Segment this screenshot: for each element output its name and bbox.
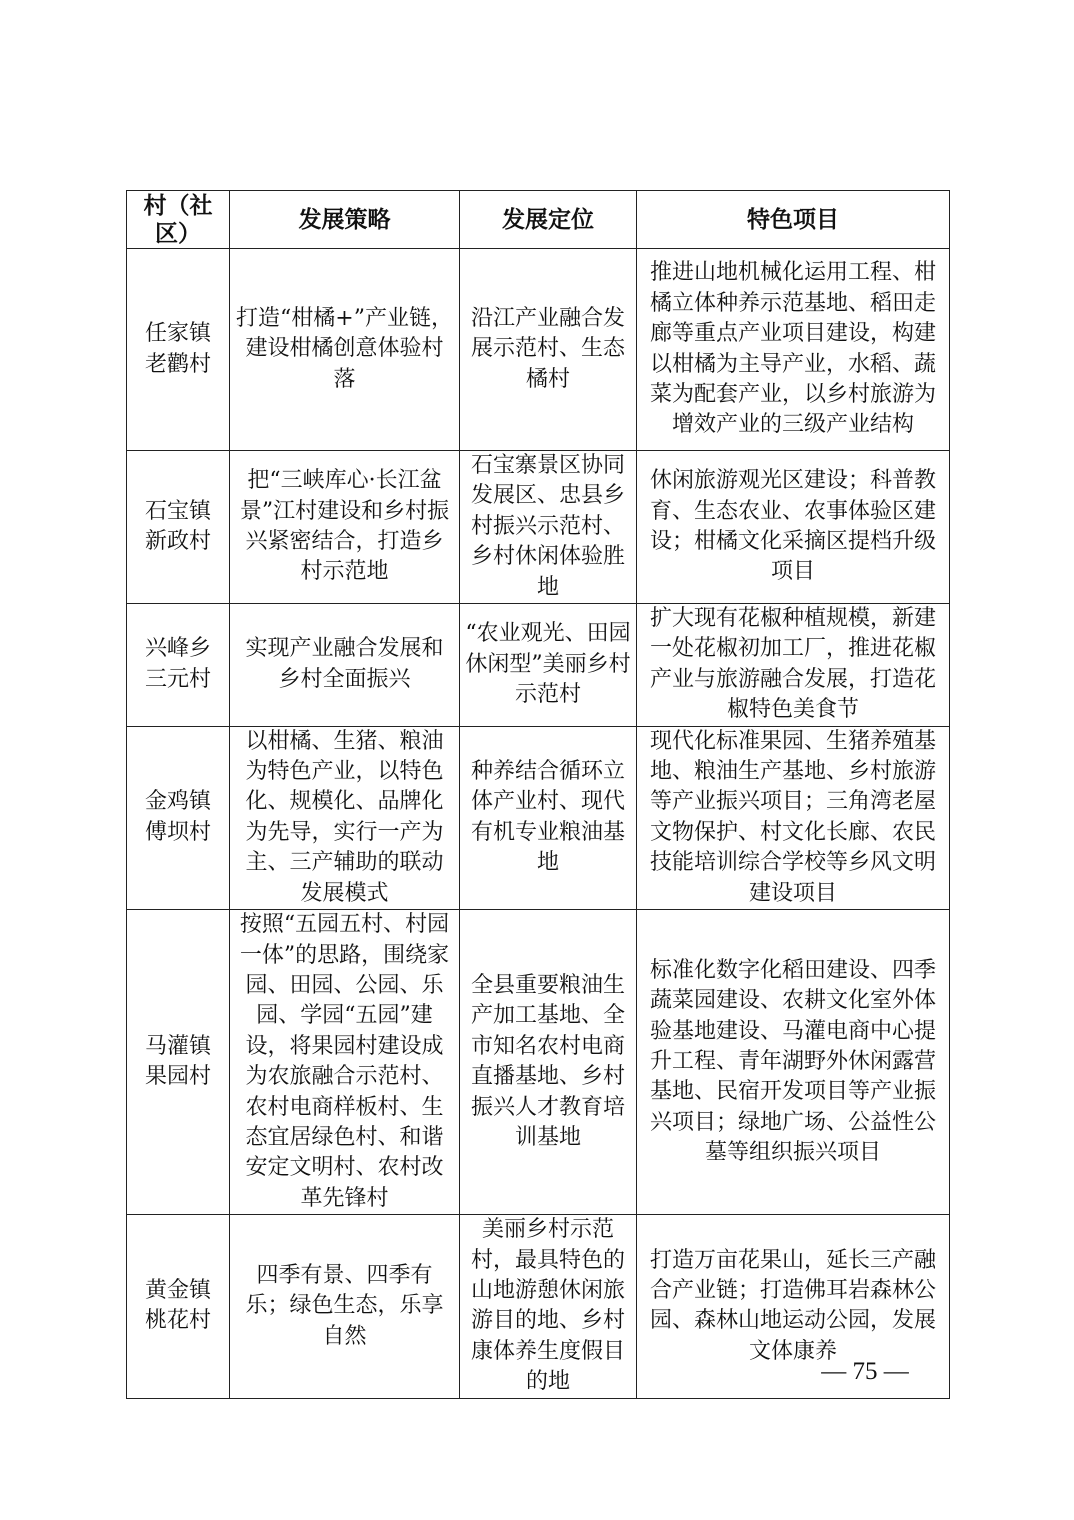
header-positioning: 发展定位 bbox=[460, 191, 637, 249]
strategy-cell: 打造“柑橘+”产业链，建设柑橘创意体验村落 bbox=[230, 249, 460, 451]
projects-cell: 休闲旅游观光区建设；科普教育、生态农业、农事体验区建设；柑橘文化采摘区提档升级项目 bbox=[637, 451, 950, 604]
village-cell: 马灌镇果园村 bbox=[127, 910, 230, 1215]
projects-cell: 标准化数字化稻田建设、四季蔬菜园建设、农耕文化室外体验基地建设、马灌电商中心提升工程、青年湖野外休闲露营基地、民宿开发项目等产业振兴项目；绿地广场、公益性公墓等组织振兴项目 bbox=[637, 910, 950, 1215]
header-village: 村（社区） bbox=[127, 191, 230, 249]
header-strategy: 发展策略 bbox=[230, 191, 460, 249]
village-development-table bbox=[126, 190, 950, 1399]
table-row bbox=[127, 451, 950, 604]
header-projects: 特色项目 bbox=[637, 191, 950, 249]
projects-cell: 现代化标准果园、生猪养殖基地、粮油生产基地、乡村旅游等产业振兴项目；三角湾老屋文物保护、村文化长廊、农民技能培训综合学校等乡风文明建设项目 bbox=[637, 726, 950, 909]
projects-cell: 推进山地机械化运用工程、柑橘立体种养示范基地、稻田走廊等重点产业项目建设，构建以柑橘为主导产业，水稻、蔬菜为配套产业，以乡村旅游为增效产业的三级产业结构 bbox=[637, 249, 950, 451]
strategy-cell: 实现产业融合发展和乡村全面振兴 bbox=[230, 604, 460, 727]
table-header-row bbox=[127, 191, 950, 249]
positioning-cell: 沿江产业融合发展示范村、生态橘村 bbox=[460, 249, 637, 451]
projects-cell: 扩大现有花椒种植规模，新建一处花椒初加工厂，推进花椒产业与旅游融合发展，打造花椒特色美食节 bbox=[637, 604, 950, 727]
village-cell: 金鸡镇傅坝村 bbox=[127, 726, 230, 909]
strategy-cell: 以柑橘、生猪、粮油为特色产业，以特色化、规模化、品牌化为先导，实行一产为主、三产辅助的联动发展模式 bbox=[230, 726, 460, 909]
village-cell: 任家镇老鹳村 bbox=[127, 249, 230, 451]
strategy-cell: 四季有景、四季有乐；绿色生态，乐享自然 bbox=[230, 1215, 460, 1398]
strategy-cell: 按照“五园五村、村园一体”的思路，围绕家园、田园、公园、乐园、学园“五园”建设，将果园村建设成为农旅融合示范村、农村电商样板村、生态宜居绿色村、和谐安定文明村、农村改革先锋村 bbox=[230, 910, 460, 1215]
table-row bbox=[127, 726, 950, 909]
table-row bbox=[127, 604, 950, 727]
positioning-cell: 全县重要粮油生产加工基地、全市知名农村电商直播基地、乡村振兴人才教育培训基地 bbox=[460, 910, 637, 1215]
village-cell: 石宝镇新政村 bbox=[127, 451, 230, 604]
positioning-cell: 美丽乡村示范村，最具特色的山地游憩休闲旅游目的地、乡村康体养生度假目的地 bbox=[460, 1215, 637, 1398]
strategy-cell: 把“三峡库心·长江盆景”江村建设和乡村振兴紧密结合，打造乡村示范地 bbox=[230, 451, 460, 604]
positioning-cell: 石宝寨景区协同发展区、忠县乡村振兴示范村、乡村休闲体验胜地 bbox=[460, 451, 637, 604]
projects-cell: 打造万亩花果山，延长三产融合产业链；打造佛耳岩森林公园、森林山地运动公园，发展文体康养 bbox=[637, 1215, 950, 1398]
table-row bbox=[127, 249, 950, 451]
table-row bbox=[127, 910, 950, 1215]
positioning-cell: “农业观光、田园休闲型”美丽乡村示范村 bbox=[460, 604, 637, 727]
page-number: — 75 — bbox=[821, 1358, 909, 1385]
village-cell: 黄金镇桃花村 bbox=[127, 1215, 230, 1398]
positioning-cell: 种养结合循环立体产业村、现代有机专业粮油基地 bbox=[460, 726, 637, 909]
village-cell: 兴峰乡三元村 bbox=[127, 604, 230, 727]
